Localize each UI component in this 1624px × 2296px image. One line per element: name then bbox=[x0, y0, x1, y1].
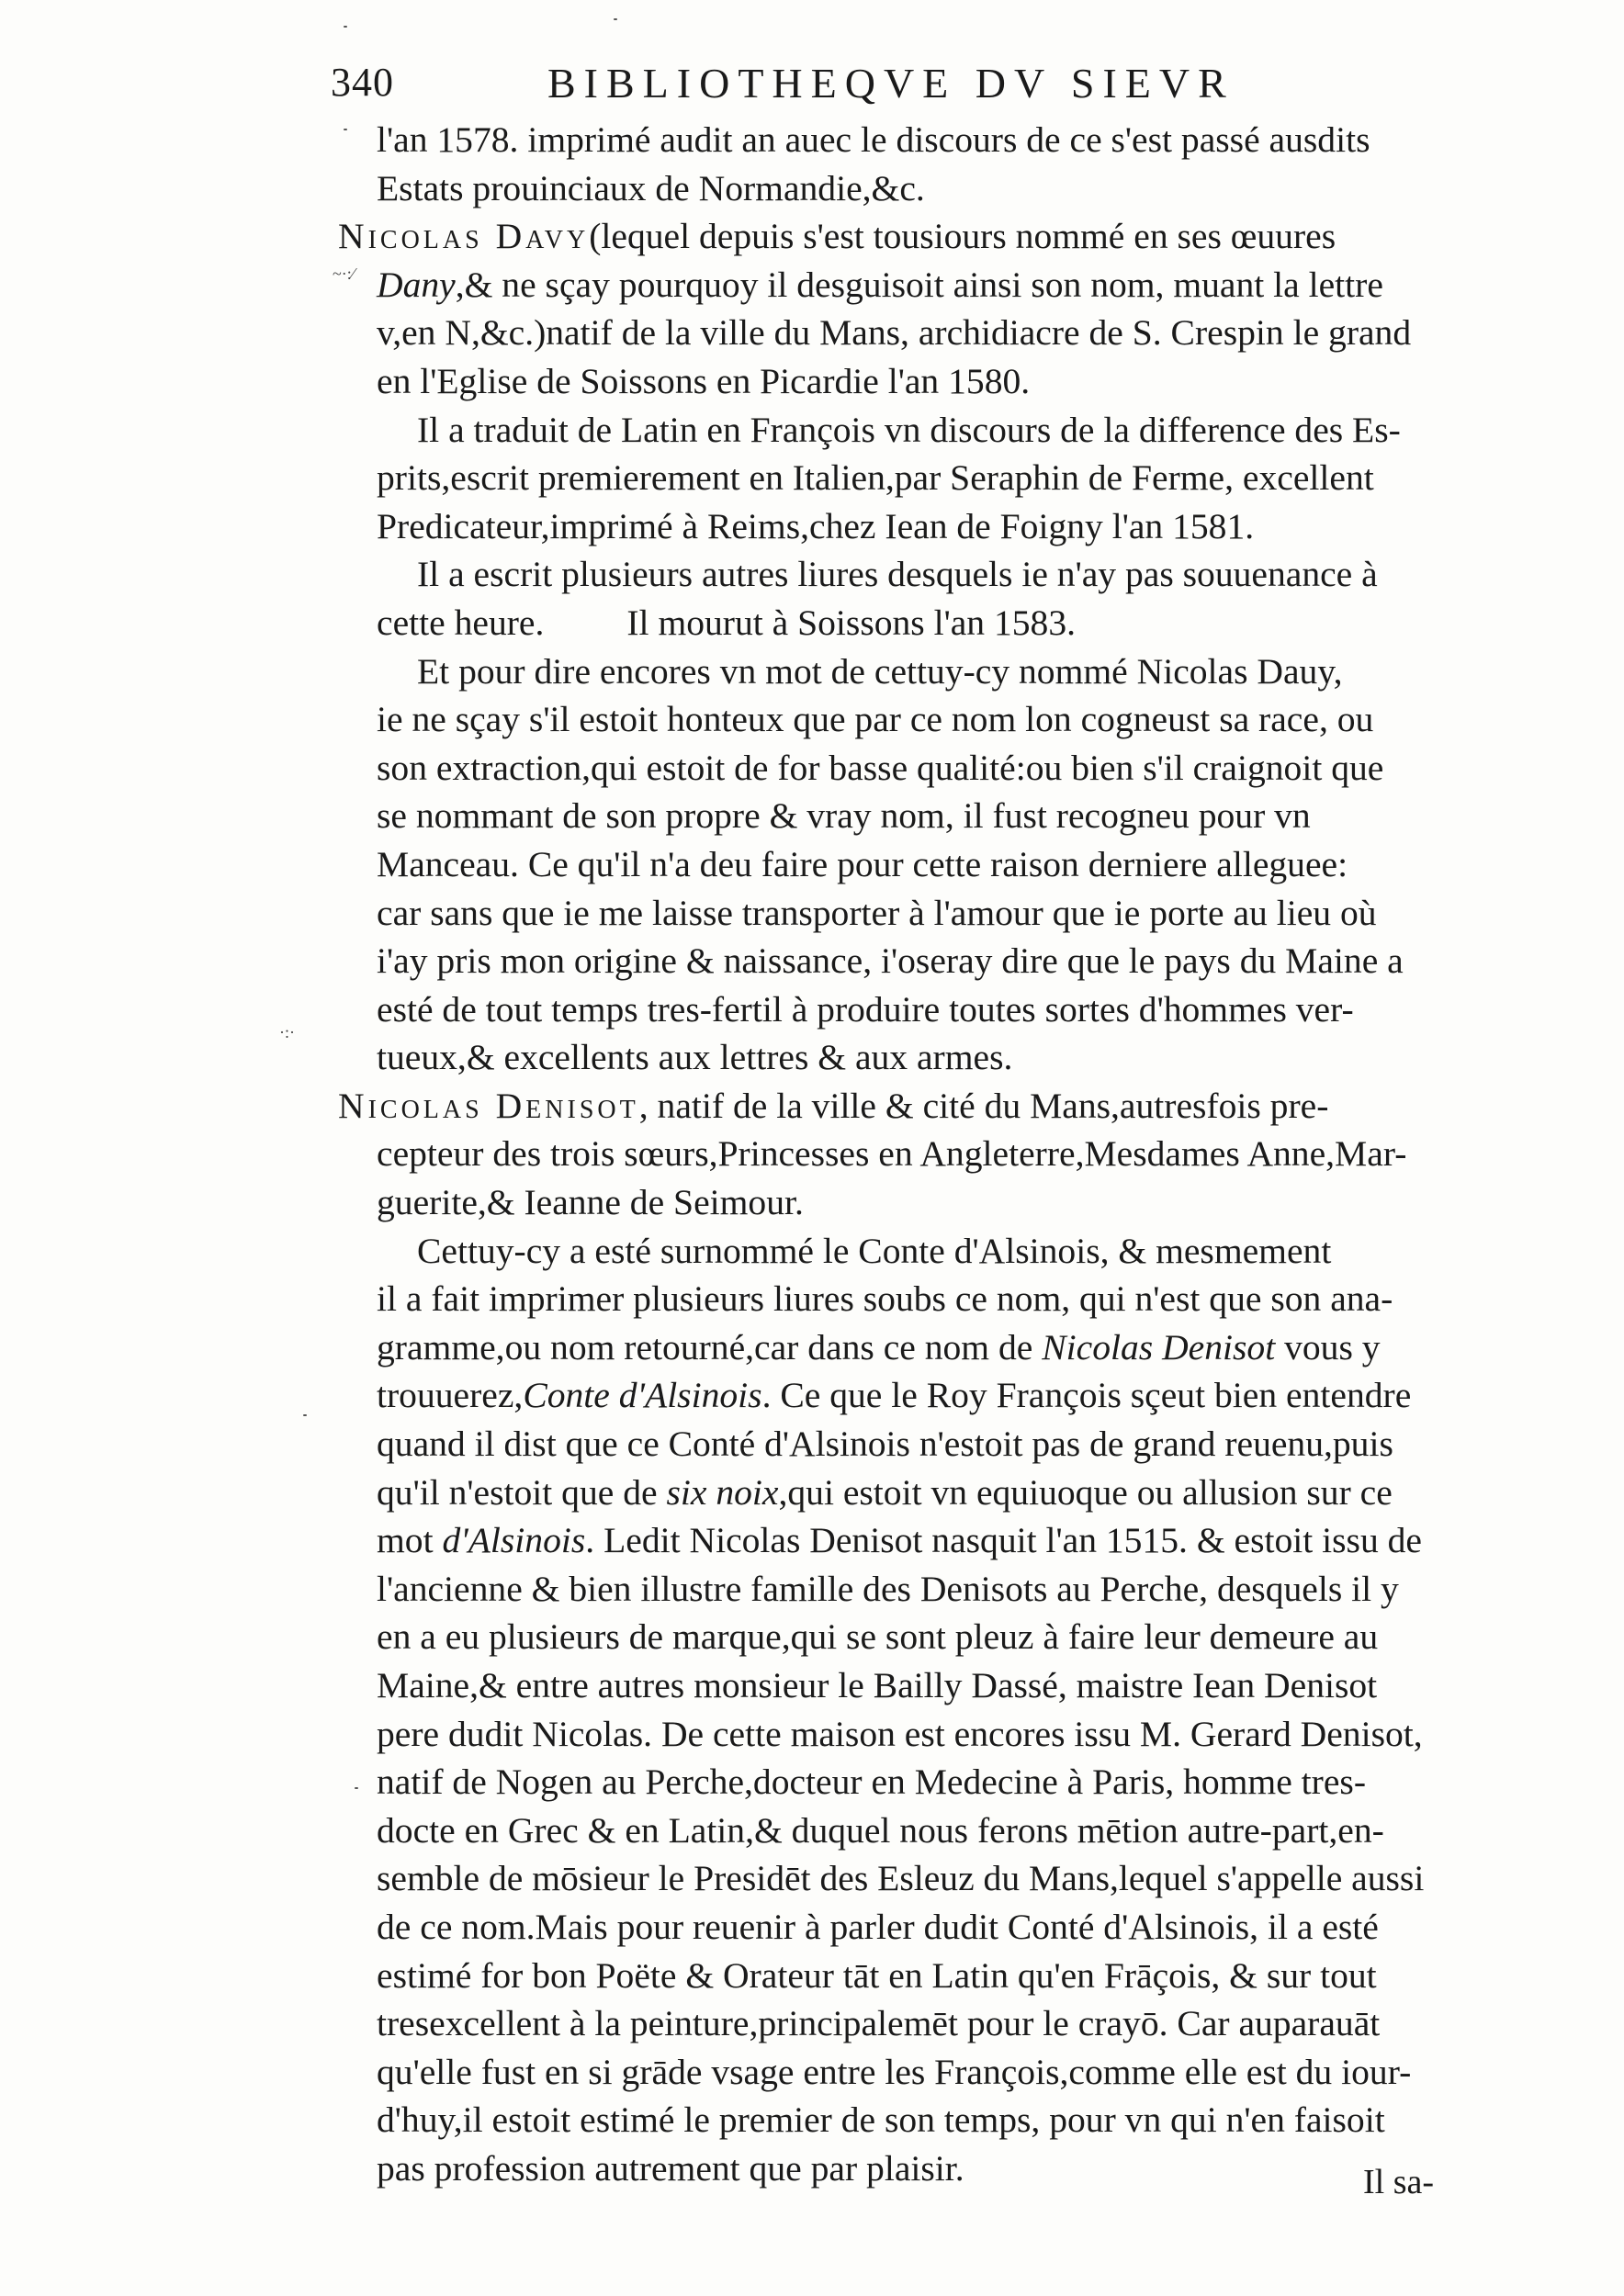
page-number: 340 bbox=[331, 60, 394, 105]
margin-mark: ~·:⁄ bbox=[333, 264, 355, 283]
italic-segment: Dany bbox=[377, 264, 456, 305]
margin-speck bbox=[303, 1414, 307, 1416]
page-header bbox=[331, 59, 1258, 114]
author-name: Nicolas Davy bbox=[338, 216, 590, 257]
text-line: Estats prouinciaux de Normandie,&c. bbox=[377, 167, 925, 208]
text-line: v,en N,&c.)natif de la ville du Mans, archidiacre de S. Crespin le grand bbox=[377, 312, 1412, 354]
text-line: en a eu plusieurs de marque,qui se sont pleuz à faire leur demeure au bbox=[377, 1616, 1379, 1658]
text-segment: trouuerez, bbox=[377, 1375, 524, 1416]
text-line: Maine,& entre autres monsieur le Bailly Dassé, maistre Iean Denisot bbox=[377, 1665, 1378, 1705]
text-line: guerite,& Ieanne de Seimour. bbox=[377, 1182, 804, 1223]
text-line: il a fait imprimer plusieurs liures soubs ce nom, qui n'est que son ana- bbox=[377, 1278, 1393, 1320]
text-line: natif de Nogen au Perche,docteur en Medecine à Paris, homme tres- bbox=[377, 1761, 1366, 1803]
text-line bbox=[377, 261, 1506, 310]
text-segment: vous y bbox=[1275, 1326, 1381, 1367]
text-segment: (lequel depuis s'est tousiours nommé en ses œuures bbox=[589, 216, 1336, 257]
text-line: l'ancienne & bien illustre famille des Denisots au Perche, desquels il y bbox=[377, 1568, 1399, 1609]
paragraph-start-line: Il a traduit de Latin en François vn discours de la difference des Es- bbox=[417, 409, 1401, 450]
margin-speck bbox=[344, 129, 347, 130]
italic-segment: Conte d'Alsinois bbox=[523, 1375, 762, 1416]
text-segment: ,& ne sçay pourquoy il desguisoit ainsi son nom, muant la lettre bbox=[455, 264, 1383, 305]
margin-speck bbox=[355, 1787, 358, 1789]
text-segment: ,qui estoit vn equiuoque ou allusion sur ce bbox=[778, 1471, 1393, 1513]
text-line: car sans que ie me laisse transporter à l'amour que ie porte au lieu où bbox=[377, 892, 1377, 933]
entry-heading-line bbox=[338, 1082, 1506, 1131]
text-line: qu'elle fust en si grāde vsage entre les François,comme elle est du iour- bbox=[377, 2051, 1412, 2092]
text-line: i'ay pris mon origine & naissance, i'oseray dire que le pays du Maine a bbox=[377, 940, 1404, 982]
text-line: pas profession autrement que par plaisir. bbox=[377, 2147, 964, 2189]
text-line: docte en Grec & en Latin,& duquel nous ferons mētion autre-part,en- bbox=[377, 1809, 1384, 1851]
catchword: Il sa- bbox=[1363, 2163, 1435, 2201]
text-line: quand il dist que ce Conté d'Alsinois n'estoit pas de grand reuenu,puis bbox=[377, 1424, 1393, 1465]
text-line bbox=[377, 1516, 1506, 1565]
author-name: Nicolas Denisot bbox=[338, 1085, 639, 1126]
entry-heading-line bbox=[338, 212, 1506, 261]
text-line bbox=[377, 599, 1506, 647]
text-line: l'an 1578. imprimé audit an auec le discours de ce s'est passé ausdits bbox=[377, 119, 1370, 160]
text-segment: cette heure. bbox=[377, 602, 545, 643]
text-line bbox=[377, 1469, 1506, 1517]
margin-speck bbox=[344, 26, 347, 28]
running-head: BIBLIOTHEQVE DV SIEVR bbox=[547, 60, 1235, 107]
text-line: se nommant de son propre & vray nom, il fust recogneu pour vn bbox=[377, 795, 1311, 837]
text-segment: Il mourut à Soissons l'an 1583. bbox=[626, 602, 1077, 643]
text-segment: . Ledit Nicolas Denisot nasquit l'an 1515. & estoit issu de bbox=[585, 1520, 1423, 1561]
text-segment: , natif de la ville & cité du Mans,autresfois pre- bbox=[638, 1085, 1329, 1126]
text-line: en l'Eglise de Soissons en Picardie l'an 1580. bbox=[377, 360, 1031, 401]
text-line: esté de tout temps tres-fertil à produire toutes sortes d'hommes ver- bbox=[377, 988, 1354, 1030]
text-segment: gramme,ou nom retourné,car dans ce nom de bbox=[377, 1326, 1043, 1367]
text-line: son extraction,qui estoit de for basse qualité:ou bien s'il craignoit que bbox=[377, 747, 1384, 788]
paragraph-start-line: Il a escrit plusieurs autres liures desquels ie n'ay pas souuenance à bbox=[417, 554, 1378, 595]
text-line: tueux,& excellents aux lettres & aux armes. bbox=[377, 1037, 1013, 1078]
text-line: pere dudit Nicolas. De cette maison est encores issu M. Gerard Denisot, bbox=[377, 1713, 1423, 1754]
paragraph-start-line: Et pour dire encores vn mot de cettuy-cy nommé Nicolas Dauy, bbox=[417, 650, 1343, 692]
italic-segment: Nicolas Denisot bbox=[1042, 1326, 1276, 1367]
paragraph-start-line: Cettuy-cy a esté surnommé le Conte d'Alsinois, & mesmement bbox=[417, 1230, 1332, 1271]
text-line: prits,escrit premierement en Italien,par Seraphin de Ferme, excellent bbox=[377, 457, 1374, 499]
margin-mark: ·:· bbox=[279, 1023, 295, 1041]
text-line: tresexcellent à la peinture,principalemēt pour le crayō. Car auparauāt bbox=[377, 2003, 1381, 2044]
body-text bbox=[338, 116, 1506, 2193]
text-line: ie ne sçay s'il estoit honteux que par ce nom lon cogneust sa race, ou bbox=[377, 699, 1374, 740]
text-line: Predicateur,imprimé à Reims,chez Iean de Foigny l'an 1581. bbox=[377, 505, 1255, 546]
text-line: cepteur des trois sœurs,Princesses en Angleterre,Mesdames Anne,Mar- bbox=[377, 1133, 1407, 1175]
text-segment: . Ce que le Roy François sçeut bien entendre bbox=[761, 1375, 1412, 1416]
text-line bbox=[377, 1371, 1506, 1420]
text-line: estimé for bon Poëte & Orateur tāt en Latin qu'en Frāçois, & sur tout bbox=[377, 1954, 1377, 1996]
text-segment: mot bbox=[377, 1520, 443, 1561]
text-line: semble de mōsieur le Presidēt des Esleuz du Mans,lequel s'appelle aussi bbox=[377, 1858, 1425, 1899]
italic-segment: six noix bbox=[666, 1471, 779, 1513]
text-line: Manceau. Ce qu'il n'a deu faire pour cette raison derniere alleguee: bbox=[377, 843, 1348, 884]
text-line: de ce nom.Mais pour reuenir à parler dudit Conté d'Alsinois, il a esté bbox=[377, 1906, 1379, 1947]
text-line: d'huy,il estoit estimé le premier de son temps, pour vn qui n'en faisoit bbox=[377, 2099, 1385, 2141]
text-line bbox=[377, 1323, 1506, 1372]
text-segment: qu'il n'estoit que de bbox=[377, 1471, 667, 1513]
margin-speck bbox=[614, 18, 617, 20]
italic-segment: d'Alsinois bbox=[442, 1520, 586, 1561]
